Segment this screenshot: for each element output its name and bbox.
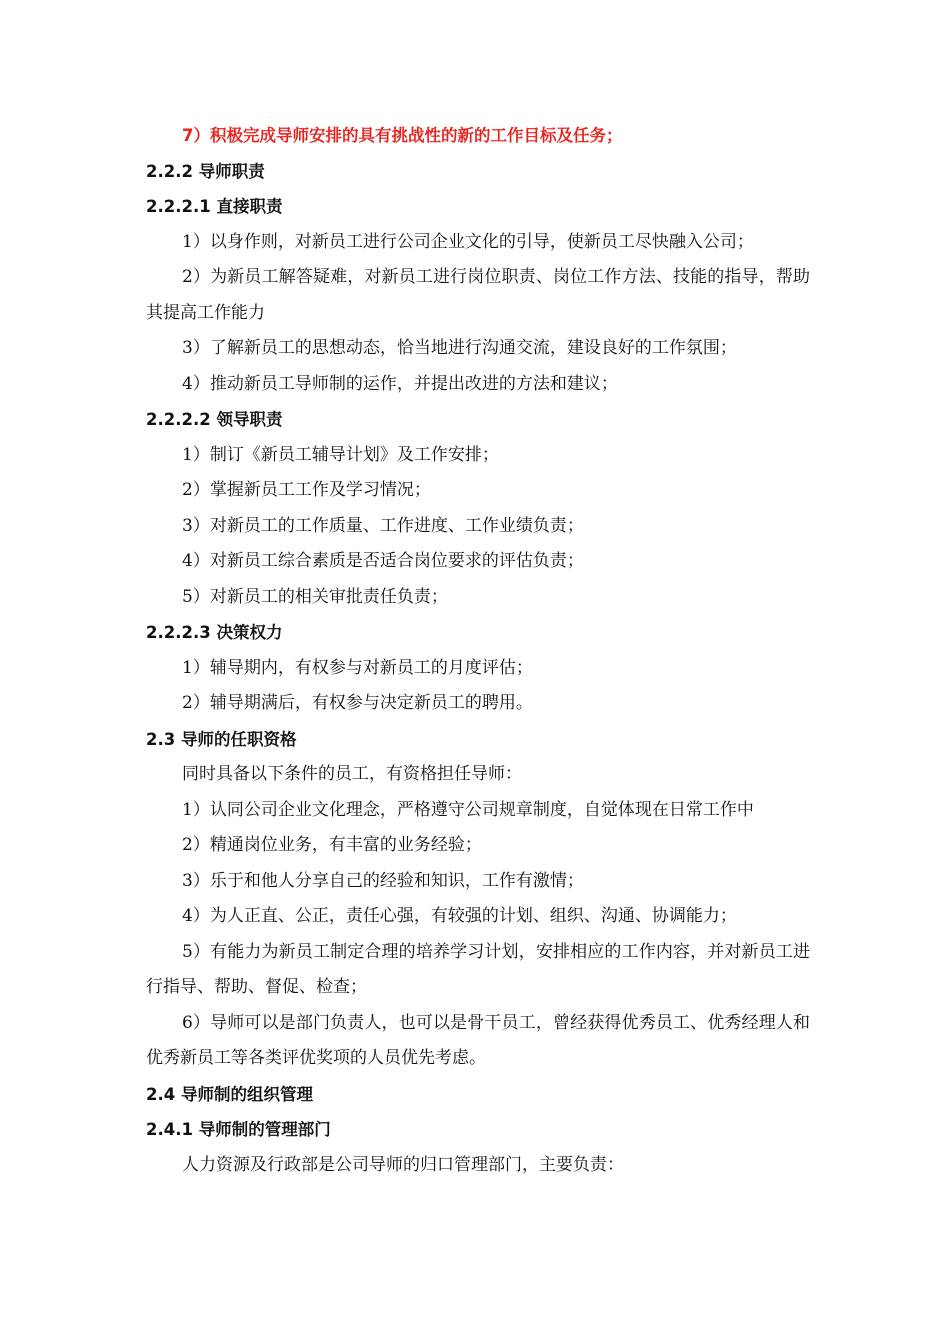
heading-2-2-2-3: 2.2.2.3 决策权力 [146, 623, 283, 642]
qualification-3: 3）乐于和他人分享自己的经验和知识，工作有激情； [182, 870, 584, 891]
qualification-5: 5）有能力为新员工制定合理的培养学习计划，安排相应的工作内容，并对新员工进行指导、帮助、督促、检查； [146, 941, 810, 997]
direct-duty-4: 4）推动新员工导师制的运作，并提出改进的方法和建议； [182, 373, 618, 394]
heading-2-4: 2.4 导师制的组织管理 [146, 1084, 313, 1104]
management-dept-intro: 人力资源及行政部是公司导师的归口管理部门，主要负责： [182, 1154, 624, 1175]
direct-duty-1: 1）以身作则，对新员工进行公司企业文化的引导，使新员工尽快融入公司； [182, 231, 754, 252]
qualification-intro: 同时具备以下条件的员工，有资格担任导师： [182, 764, 522, 784]
lead-duty-3: 3）对新员工的工作质量、工作进度、工作业绩负责； [182, 515, 584, 536]
document-page [146, 118, 810, 1183]
task-item-7: 7）积极完成导师安排的具有挑战性的新的工作目标及任务； [182, 126, 623, 145]
qualification-1: 1）认同公司企业文化理念，严格遵守公司规章制度，自觉体现在日常工作中 [182, 799, 754, 820]
direct-duty-3: 3）了解新员工的思想动态，恰当地进行沟通交流，建设良好的工作氛围； [182, 338, 737, 358]
qualification-6: 6）导师可以是部门负责人，也可以是骨干员工，曾经获得优秀员工、优秀经理人和优秀新员工等各类评优奖项的人员优先考虑。 [146, 1012, 810, 1068]
lead-duty-4: 4）对新员工综合素质是否适合岗位要求的评估负责； [182, 551, 584, 571]
heading-2-3: 2.3 导师的任职资格 [146, 729, 297, 749]
heading-2-2-2: 2.2.2 导师职责 [146, 161, 265, 181]
qualification-2: 2）精通岗位业务，有丰富的业务经验； [182, 835, 482, 855]
lead-duty-1: 1）制订《新员工辅导计划》及工作安排； [182, 444, 499, 465]
decision-right-2: 2）辅导期满后，有权参与决定新员工的聘用。 [182, 693, 533, 713]
heading-2-4-1: 2.4.1 导师制的管理部门 [146, 1120, 331, 1139]
direct-duty-2: 2）为新员工解答疑难，对新员工进行岗位职责、岗位工作方法、技能的指导，帮助其提高工作能力 [146, 267, 810, 323]
lead-duty-2: 2）掌握新员工工作及学习情况； [182, 480, 431, 500]
heading-2-2-2-1: 2.2.2.1 直接职责 [146, 197, 283, 216]
lead-duty-5: 5）对新员工的相关审批责任负责； [182, 586, 448, 607]
heading-2-2-2-2: 2.2.2.2 领导职责 [146, 410, 283, 429]
decision-right-1: 1）辅导期内，有权参与对新员工的月度评估； [182, 657, 533, 678]
qualification-4: 4）为人正直、公正，责任心强，有较强的计划、组织、沟通、协调能力； [182, 906, 737, 926]
